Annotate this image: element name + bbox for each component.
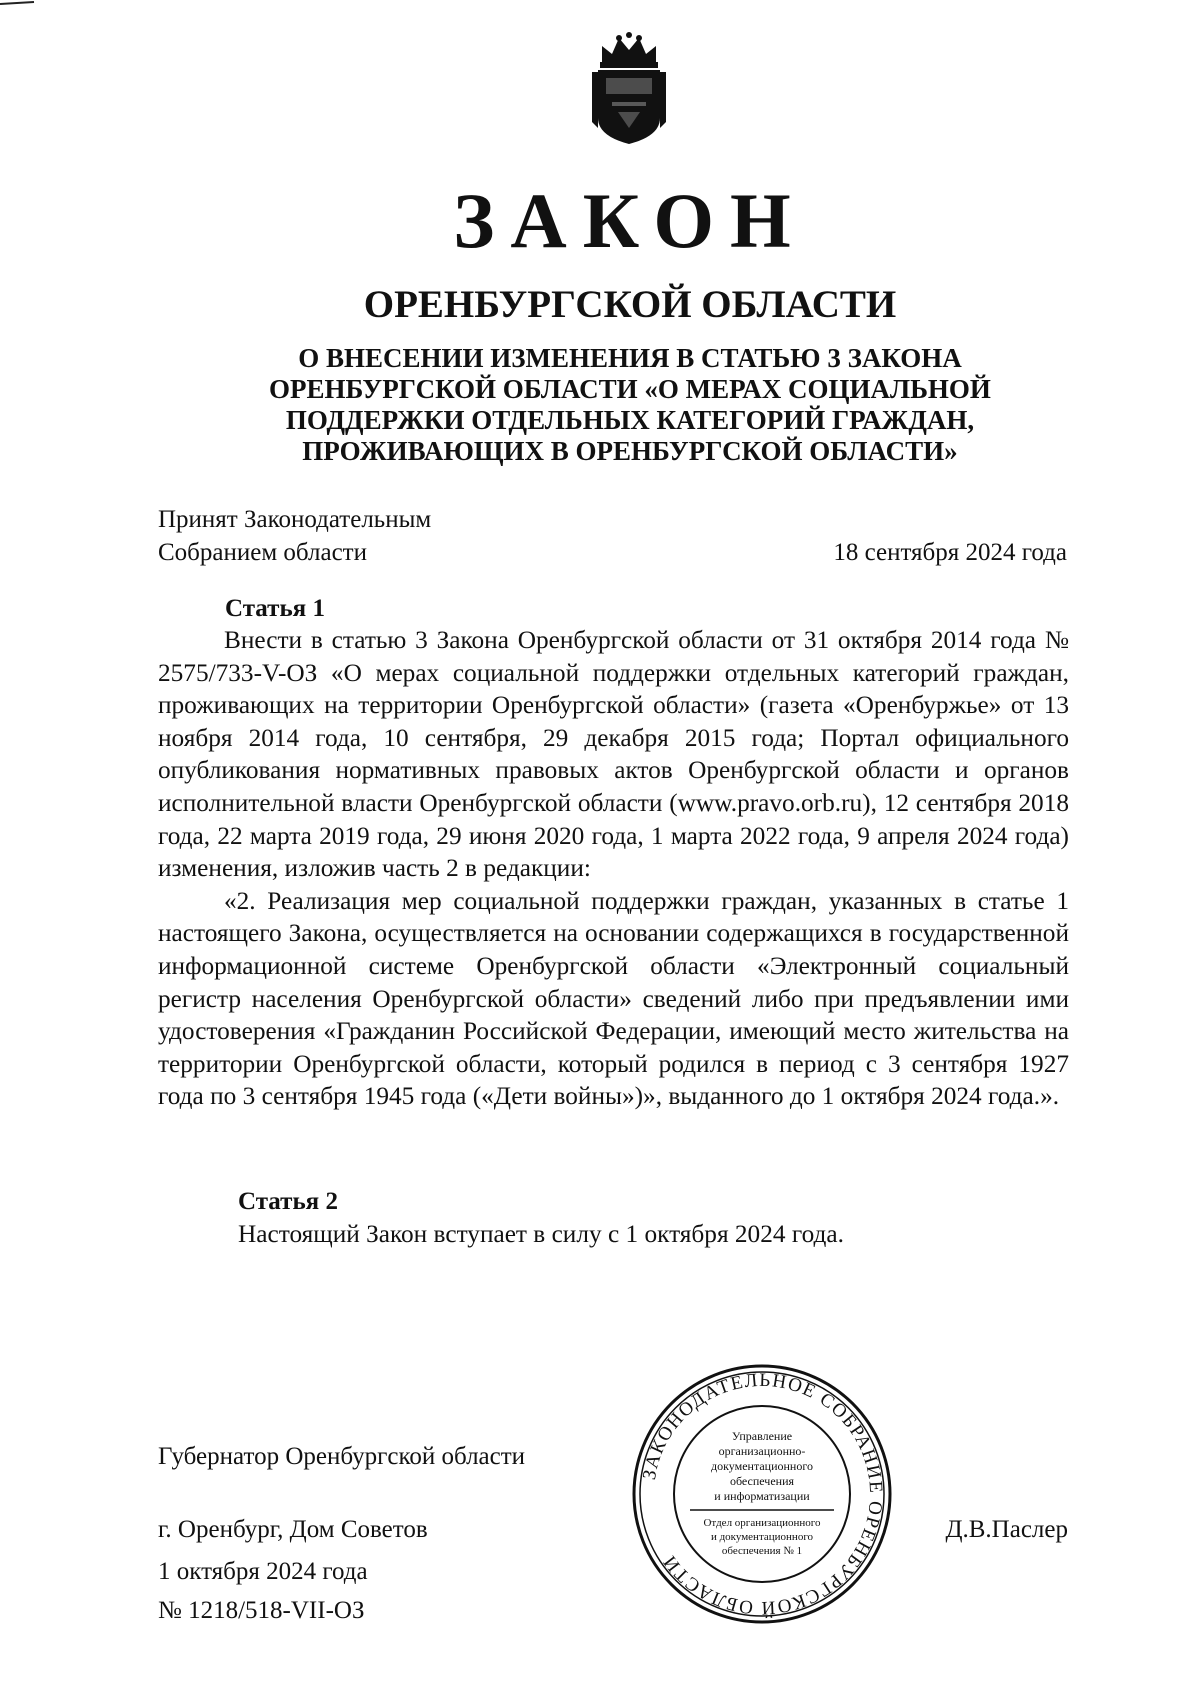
svg-text:Отдел организационного: Отдел организационного <box>703 1517 821 1529</box>
adopted-line: Собранием области <box>158 539 367 566</box>
article-1-heading: Статья 1 <box>225 595 325 622</box>
svg-text:и документационного: и документационного <box>710 1531 814 1543</box>
svg-text:и информатизации: и информатизации <box>714 1489 810 1503</box>
signing-date: 1 октября 2024 года <box>158 1558 368 1585</box>
law-number: № 1218/518-VII-ОЗ <box>158 1597 365 1624</box>
subject-line: ОРЕНБУРГСКОЙ ОБЛАСТИ «О МЕРАХ СОЦИАЛЬНОЙ <box>269 374 991 404</box>
signing-place: г. Оренбург, Дом Советов <box>158 1516 428 1543</box>
svg-text:организационно-: организационно- <box>718 1444 806 1458</box>
adopted-by <box>158 503 431 569</box>
scan-mark <box>0 0 36 6</box>
article-1-paragraph: Внести в статью 3 Закона Оренбургской области от 31 октября 2014 года № 2575/733-V-ОЗ «О мерах социальной поддержки отдельных категорий граждан, проживающих на территории Оренбургской области» (газета «Оренбуржье» от 13 ноября 2014 года, 10 сентября, 29 декабря 2015 года; Портал официального опубликования нормативных правовых актов Оренбургской области и органов исполнительной власти Оренбургской области (www.pravo.orb.ru), 12 сентября 2018 года, 22 марта 2019 года, 29 июня 2020 года, 1 марта 2022 года, 9 апреля 2024 года) изменения, изложив часть 2 в редакции: <box>158 626 1069 883</box>
document-title: ЗАКОН <box>453 177 807 264</box>
adopted-line: Принят Законодательным <box>158 506 432 533</box>
adopted-date: 18 сентября 2024 года <box>833 539 1067 566</box>
subject-line: ПОДДЕРЖКИ ОТДЕЛЬНЫХ КАТЕГОРИЙ ГРАЖДАН, <box>285 405 975 435</box>
svg-text:Управление: Управление <box>731 1429 793 1443</box>
document-region: ОРЕНБУРГСКОЙ ОБЛАСТИ <box>363 283 897 326</box>
svg-text:документационного: документационного <box>711 1459 813 1473</box>
article-2-text: Настоящий Закон вступает в силу с 1 октября 2024 года. <box>238 1220 844 1248</box>
signer-name: Д.В.Паслер <box>945 1516 1068 1543</box>
article-1-amendment: «2. Реализация мер социальной поддержки граждан, указанных в статье 1 настоящего Закона, осуществляется на основании содержащихся в государственной информационной системе Оренбургской области «Электронный социальный регистр населения Оренбургской области» сведений либо при предъявлении ими удостоверения «Гражданин Российской Федерации, имеющий место жительства на территории Оренбургской области, который родился в период с 3 сентября 1927 года по 3 сентября 1945 года («Дети войны»)», выданного до 1 октября 2024 года.». <box>158 886 1069 1111</box>
signatory-title: Губернатор Оренбургской области <box>158 1443 526 1470</box>
orenburg-coat-of-arms-icon <box>588 32 670 148</box>
svg-text:обеспечения: обеспечения <box>729 1474 795 1488</box>
official-seal <box>630 1362 894 1626</box>
subject-line: ПРОЖИВАЮЩИХ В ОРЕНБУРГСКОЙ ОБЛАСТИ» <box>302 436 958 466</box>
subject-line: О ВНЕСЕНИИ ИЗМЕНЕНИЯ В СТАТЬЮ 3 ЗАКОНА <box>298 343 962 373</box>
document-subject <box>180 343 1080 467</box>
svg-text:ЗАКОНОДАТЕЛЬНОЕ СОБРАНИЕ ОРЕНБ: ЗАКОНОДАТЕЛЬНОЕ СОБРАНИЕ ОРЕНБУРГСКОЙ ОБЛАСТИ <box>638 1369 887 1619</box>
article-1-body <box>158 624 1069 1113</box>
article-2-heading: Статья 2 <box>238 1188 338 1215</box>
svg-text:обеспечения № 1: обеспечения № 1 <box>721 1545 803 1557</box>
